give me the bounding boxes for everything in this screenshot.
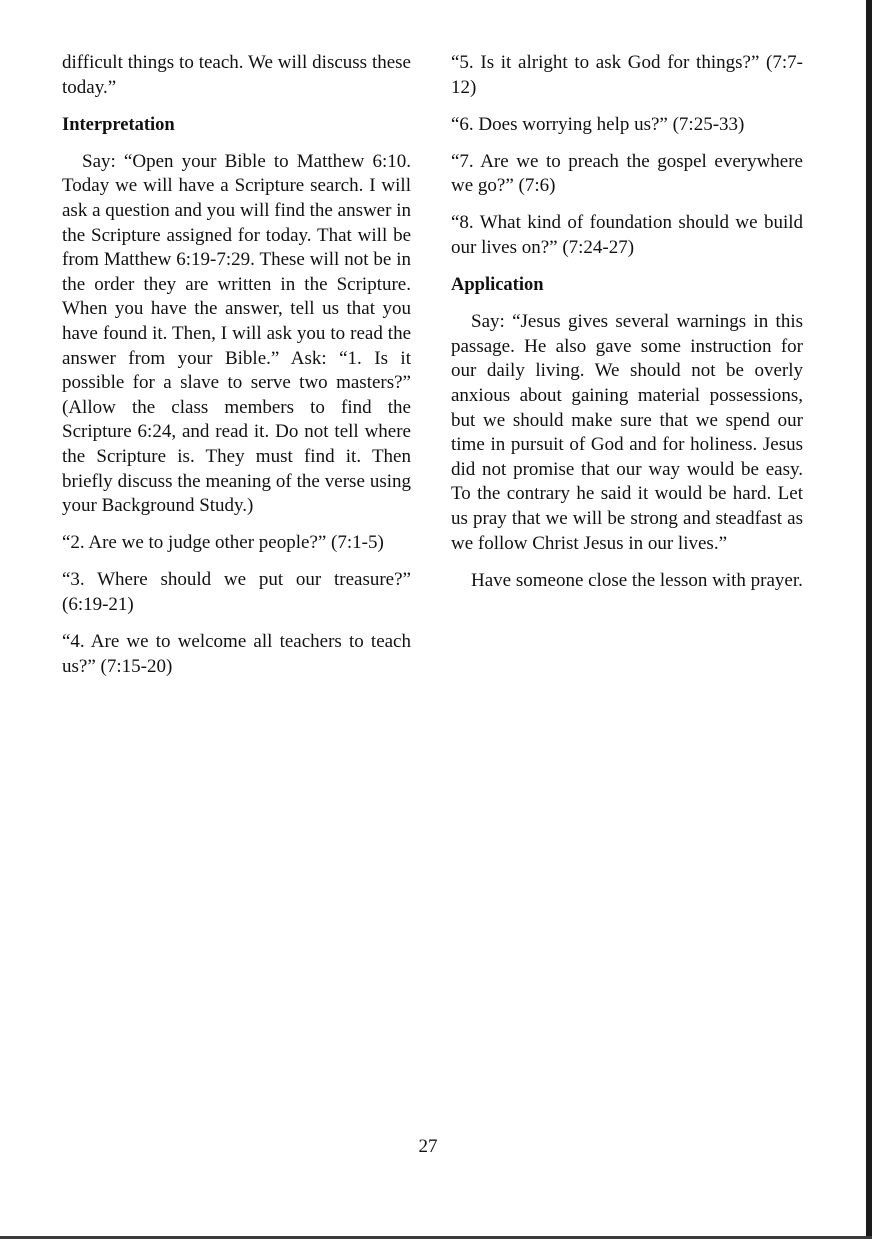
closing-instruction: Have someone close the lesson with prayer. [471,569,803,591]
question-2: “2. Are we to judge other people?” (7:1-5) [62,532,384,554]
continued-paragraph: difficult things to teach. We will discuss these today.” [62,52,411,98]
question-7: “7. Are we to preach the gospel everywhere we go?” (7:6) [451,150,803,197]
interpretation-heading: Interpretation [62,114,175,135]
question-5: “5. Is it alright to ask God for things?” (7:7-12) [451,52,803,98]
question-6: “6. Does worrying help us?” (7:25-33) [451,113,745,135]
question-3: “3. Where should we put our treasure?” (6:19-21) [62,569,411,615]
application-paragraph: Say: “Jesus gives several warnings in this passage. He also gave some instruction for our daily living. We should not be overly anxious about gaining material possessions, but we should make sure that we spend our time in pursuit of God and for holiness. Jesus did not promise that our way would be easy. To the contrary he said it would be hard. Let us pray that we will be strong and steadfast as we follow Christ Jesus in our lives.” [451,311,803,554]
scan-edge-right [866,0,872,1239]
left-column [62,51,411,692]
interpretation-paragraph: Say: “Open your Bible to Matthew 6:10. Today we will have a Scripture search. I will ask a question and you will find the answer in the Scripture assigned for today. That will be from Matthew 6:19-7:29. These will not be in the order they are written in the Scripture. When you have the answer, tell us that you have found it. Then, I will ask you to read the answer from your Bible.” Ask: “1. Is it possible for a slave to serve two masters?” (Allow the class members to find the Scripture 6:24, and read it. Do not tell where the Scripture is. They must find it. Then briefly discuss the meaning of the verse using your Background Study.) [62,150,411,517]
question-8: “8. What kind of foundation should we build our lives on?” (7:24-27) [451,212,803,259]
application-heading: Application [451,275,544,296]
page-number: 27 [418,1136,438,1157]
question-4: “4. Are we to welcome all teachers to teach us?” (7:15-20) [62,630,411,677]
right-column [451,51,803,606]
